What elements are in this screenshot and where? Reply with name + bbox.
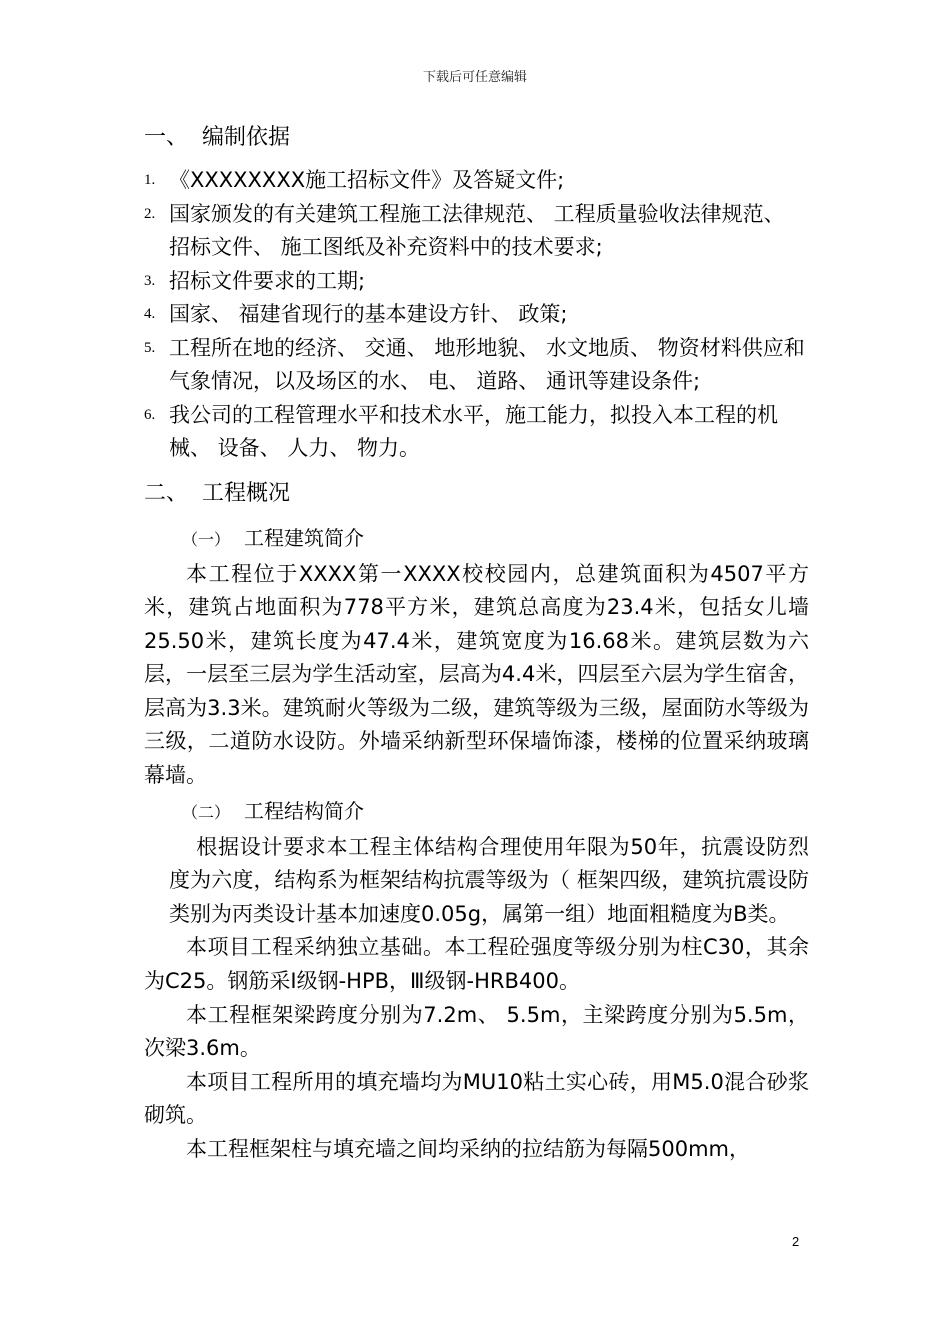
section-title: 编制依据 [202, 125, 291, 150]
list-item: 5. 工程所在地的经济、 交通、 地形地貌、 水文地质、 物资材料供应和气象情况，以及场区的水、 电、 道路、 通讯等建设条件; [144, 335, 805, 393]
subsection-heading-architecture: （一） 工程建筑简介 [182, 525, 364, 550]
section-title: 工程概况 [202, 480, 291, 506]
section-heading-basis [144, 118, 809, 164]
list-item: 4. 国家、 福建省现行的基本建设方针、 政策; [144, 302, 568, 326]
page-header: 下载后可任意编辑 [422, 70, 527, 85]
list-item: 6. 我公司的工程管理水平和技术水平，施工能力，拟投入本工程的机械、 设备、 人力、 物力。 [144, 402, 778, 460]
paragraph-foundation: 本项目工程采纳独立基础。本工程砼强度等级分别为柱C30，其余为C25。钢筋采Ⅰ级钢-HPB，Ⅲ级钢-HRB400。 [144, 935, 809, 994]
list-item: 2. 国家颁发的有关建筑工程施工法律规范、 工程质量验收法律规范、 招标文件、 施工图纸及补充资料中的技术要求; [144, 201, 785, 259]
paragraph-infill-wall: 本项目工程所用的填充墙均为MU10粘土实心砖，用M5.0混合砂浆砌筑。 [144, 1069, 809, 1128]
document-body [144, 118, 809, 1167]
section-number: 一、 [144, 125, 189, 150]
paragraph-structure-design: 根据设计要求本工程主体结构合理使用年限为50年，抗震设防烈度为六度，结构系为框架结构抗震等级为（ 框架四级，建筑抗震设防类别为丙类设计基本加速度0.05g，属第一组）地面粗糙度为B类。 [169, 834, 809, 926]
section-heading-overview [144, 474, 809, 520]
paragraph-beam-span: 本工程框架梁跨度分别为7.2m、 5.5m，主梁跨度分别为5.5m，次梁3.6m。 [144, 1002, 809, 1061]
list-item: 3. 招标文件要求的工期; [144, 268, 366, 293]
subsection-heading-structure: （二） 工程结构简介 [182, 798, 364, 823]
list-item: 1. 《XXXXXXXX施工招标文件》及答疑文件; [144, 168, 565, 192]
section-number: 二、 [144, 480, 189, 506]
paragraph-architecture: 本工程位于XXXX第一XXXX校校园内，总建筑面积为4507平方米，建筑占地面积为778平方米，建筑总高度为23.4米，包括女儿墙25.50米，建筑长度为47.4米，建筑宽度为16.68米。建筑层数为六层，一层至三层为学生活动室，层高为4.4米，四层至六层为学生宿舍，层高为3.3米。建筑耐火等级为二级，建筑等级为三级，屋面防水等级为三级，二道防水设防。外墙采纳新型环保墙饰漆，楼梯的位置采纳玻璃幕墙。 [144, 561, 809, 788]
paragraph-tie-bar: 本工程框架柱与填充墙之间均采纳的拉结筋为每隔500mm， [186, 1137, 750, 1161]
page-number: 2 [792, 1234, 800, 1249]
